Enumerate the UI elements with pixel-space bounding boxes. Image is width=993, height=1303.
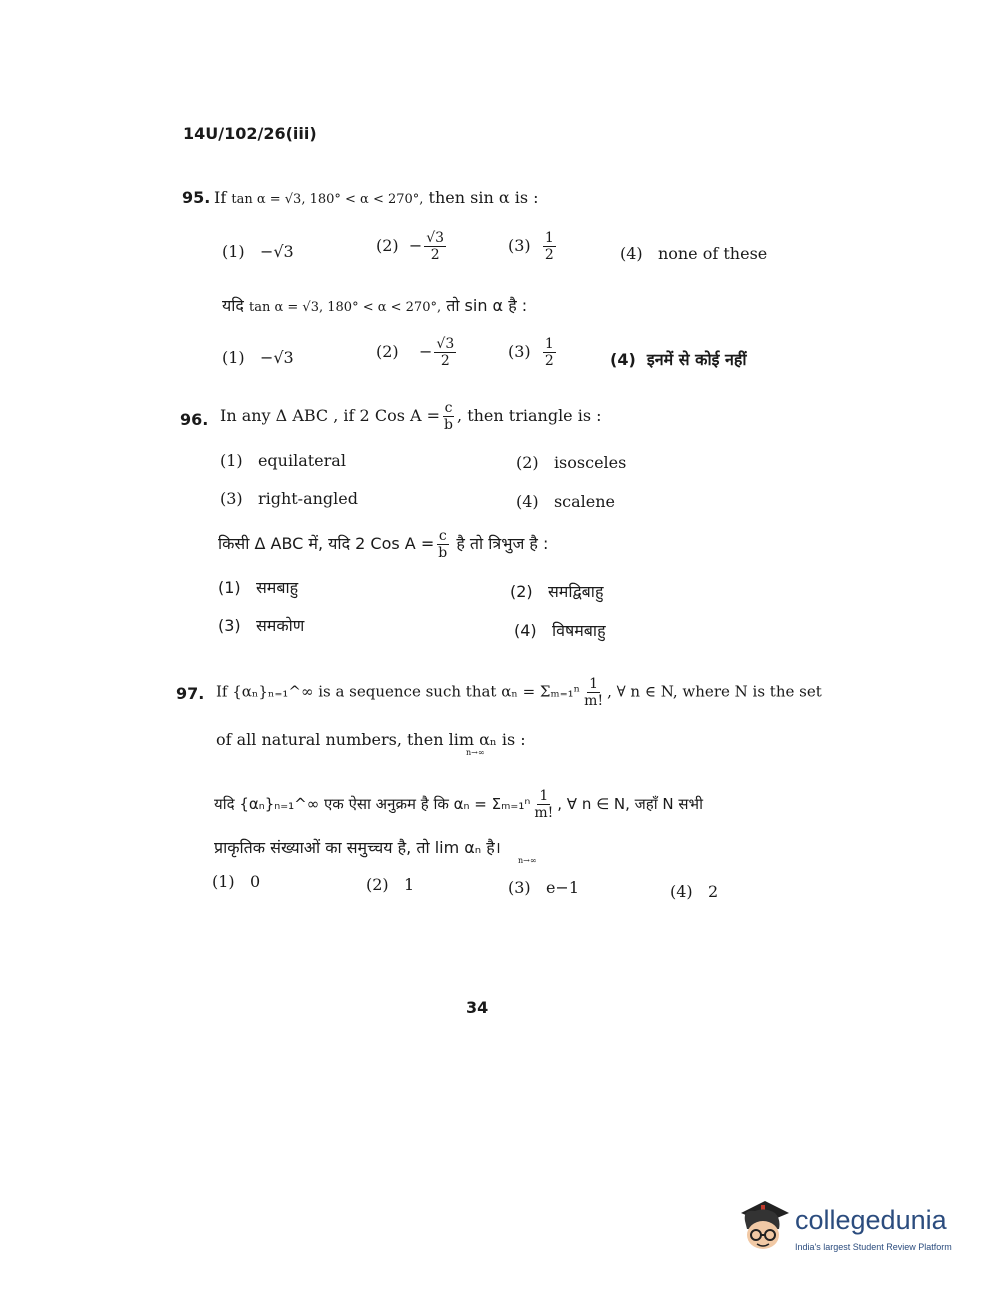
q97-stem-en-a: If {αₙ}ₙ₌₁^∞ is a sequence such that αₙ = Σₘ₌₁ⁿ [216, 682, 581, 701]
option-label: (4) [620, 244, 643, 263]
q95-en-option-1 [222, 242, 294, 261]
option-label: (1) [222, 348, 245, 367]
fraction [424, 230, 446, 263]
paper-code: 14U/102/26(iii) [183, 124, 317, 143]
q95-stem-hi-math: tan α = √3, 180° < α < 270°, [249, 300, 442, 315]
q95-hi-option-3 [508, 336, 558, 369]
option-value: e−1 [545, 878, 579, 897]
fraction [532, 788, 555, 821]
q95-en-option-4 [620, 244, 767, 263]
mascot-icon [735, 1197, 793, 1257]
option-label: (2) [366, 875, 389, 894]
option-value: 2 [707, 882, 719, 901]
option-value: इनमें से कोई नहीं [646, 350, 747, 369]
fraction [442, 400, 455, 433]
fraction [543, 336, 556, 369]
option-label: (2) [376, 236, 399, 255]
q97-stem-en [216, 676, 822, 709]
q97-option-4 [670, 882, 718, 901]
q97-stem-hi [214, 788, 703, 821]
q96-en-option-1 [220, 451, 346, 470]
question-number-96: 96. [180, 410, 209, 429]
fraction-numerator: 1 [544, 336, 554, 352]
fraction [582, 676, 605, 709]
q97-stem-en-line2: of all natural numbers, then lim αₙ is : [216, 730, 526, 749]
q95-en-option-2 [376, 230, 448, 263]
fraction-denominator: b [444, 417, 454, 433]
fraction-denominator: 2 [544, 353, 554, 369]
q95-stem-en-suffix: then sin α is : [428, 188, 539, 207]
q96-hi-option-2 [510, 580, 603, 602]
lim-subscript-en: n→∞ [466, 748, 485, 757]
option-label: (1) [218, 578, 241, 597]
lim-subscript-hi: n→∞ [518, 856, 537, 865]
option-label: (1) [222, 242, 245, 261]
option-label: (3) [220, 489, 243, 508]
fraction-denominator: b [438, 545, 448, 561]
option-label: (4) [516, 492, 539, 511]
option-value: isosceles [553, 453, 627, 472]
brand-name: collegedunia [795, 1205, 947, 1235]
q97-option-3 [508, 878, 579, 897]
option-value: none of these [657, 244, 768, 263]
option-label: (1) [212, 872, 235, 891]
option-sign: − [408, 236, 423, 255]
option-label: (2) [516, 453, 539, 472]
q97-stem-hi-line2: प्राकृतिक संख्याओं का समुच्चय है, तो lim αₙ है। [214, 838, 501, 857]
q95-stem-en-prefix: If [214, 188, 227, 207]
option-label: (2) [510, 582, 533, 601]
fraction-denominator: m! [584, 693, 604, 709]
option-value: right-angled [257, 489, 358, 508]
option-value: equilateral [257, 451, 346, 470]
q96-stem-en-b: , then triangle is : [457, 406, 602, 425]
q95-stem-hi [222, 294, 527, 316]
q97-stem-hi-a: यदि {αₙ}ₙ₌₁^∞ एक ऐसा अनुक्रम है कि αₙ = Σₘ₌₁ⁿ [214, 795, 531, 813]
q95-stem-en-math: tan α = √3, 180° < α < 270°, [231, 192, 424, 207]
q96-hi-option-1 [218, 576, 298, 598]
q95-stem-en [214, 188, 539, 207]
q95-hi-option-1 [222, 348, 294, 367]
fraction-denominator: m! [534, 805, 554, 821]
option-value: scalene [553, 492, 616, 511]
fraction [436, 528, 449, 561]
option-label: (3) [218, 616, 241, 635]
option-value: 1 [403, 875, 415, 894]
fraction-denominator: 2 [544, 247, 554, 263]
q96-stem-en [220, 400, 602, 433]
q97-option-2 [366, 875, 414, 894]
option-label: (3) [508, 342, 531, 361]
q95-en-option-3 [508, 230, 558, 263]
fraction-numerator: 1 [589, 676, 599, 692]
q96-en-option-2 [516, 453, 626, 472]
fraction-denominator: 2 [440, 353, 450, 369]
option-label: (4) [610, 350, 636, 369]
fraction-numerator: 1 [544, 230, 554, 246]
fraction-numerator: c [444, 400, 453, 416]
option-value: समकोण [255, 616, 305, 635]
q96-stem-en-a: In any Δ ABC , if 2 Cos A = [220, 406, 441, 425]
fraction-numerator: √3 [436, 336, 455, 352]
fraction-denominator: 2 [430, 247, 440, 263]
page-number: 34 [466, 998, 489, 1017]
q96-stem-hi-b: है तो त्रिभुज है : [456, 534, 549, 553]
option-label: (3) [508, 236, 531, 255]
option-value: 0 [249, 872, 261, 891]
option-label: (4) [514, 621, 537, 640]
q95-stem-hi-suffix: तो sin α है : [446, 296, 528, 315]
q95-hi-option-4 [610, 348, 747, 370]
q96-en-option-3 [220, 489, 358, 508]
q97-stem-hi-b: , ∀ n ∈ N, जहाँ N सभी [557, 795, 703, 813]
option-value: समबाहु [255, 578, 299, 597]
q96-hi-option-3 [218, 614, 304, 636]
option-sign: − [419, 342, 433, 361]
option-label: (1) [220, 451, 243, 470]
option-value: विषमबाहु [551, 621, 606, 640]
fraction-numerator: c [438, 528, 447, 544]
option-label: (4) [670, 882, 693, 901]
brand-tagline: India's largest Student Review Platform [795, 1242, 952, 1252]
q97-option-1 [212, 872, 260, 891]
q96-stem-hi [218, 528, 548, 561]
option-label: (3) [508, 878, 531, 897]
question-number-97: 97. [176, 684, 205, 703]
question-number-95: 95. [182, 188, 211, 207]
collegedunia-logo [735, 1197, 965, 1257]
q96-stem-hi-a: किसी Δ ABC में, यदि 2 Cos A = [218, 534, 435, 553]
fraction [543, 230, 556, 263]
q97-stem-en-b: , ∀ n ∈ N, where N is the set [607, 682, 822, 701]
fraction-numerator: 1 [539, 788, 549, 804]
q95-hi-option-2 [376, 336, 458, 369]
option-value: समद्विबाहु [547, 582, 604, 601]
q96-hi-option-4 [514, 619, 606, 641]
q95-stem-hi-prefix: यदि [222, 296, 244, 315]
fraction [434, 336, 456, 369]
option-value: −√3 [259, 242, 294, 261]
q96-en-option-4 [516, 492, 615, 511]
option-value: −√3 [259, 348, 294, 367]
option-label: (2) [376, 342, 399, 361]
fraction-numerator: √3 [426, 230, 445, 246]
